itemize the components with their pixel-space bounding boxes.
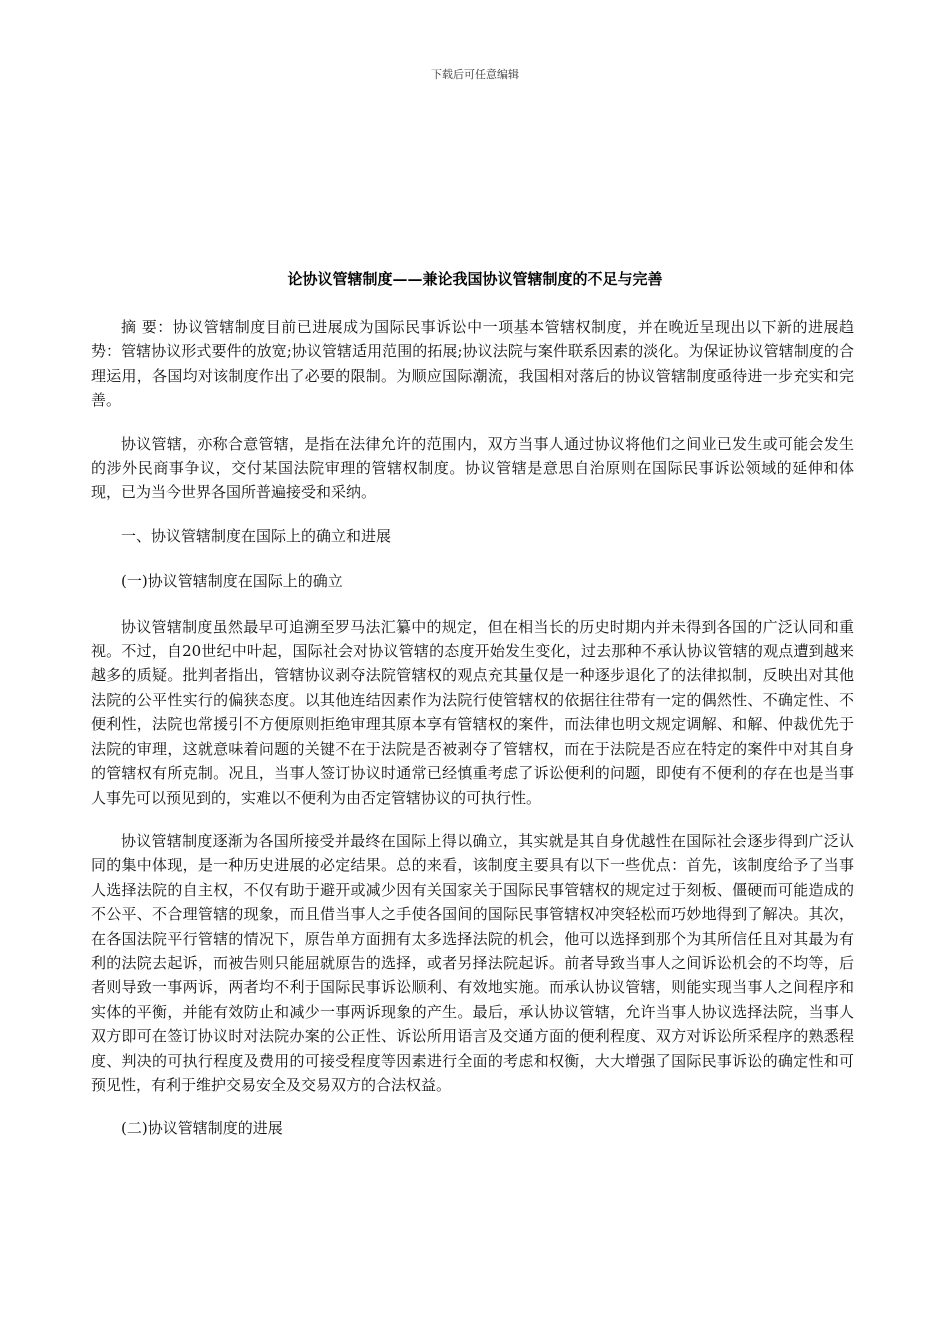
section-heading: 一、协议管辖制度在国际上的确立和进展 xyxy=(121,526,392,545)
abstract-paragraph: 摘 要：协议管辖制度目前已进展成为国际民事诉讼中一项基本管辖权制度，并在晚近呈现出以下新的进展趋势：管辖协议形式要件的放宽;协议管辖适用范围的拓展;协议法院与案件联系因素的淡化。为保证协议管辖制度的合理运用，各国均对该制度作出了必要的限制。为顺应国际潮流，我国相对落后的协议管辖制度亟待进一步充实和完善。 xyxy=(91,318,854,410)
body-paragraph: 协议管辖制度逐渐为各国所接受并最终在国际上得以确立，其实就是其自身优越性在国际社会逐步得到广泛认同的集中体现，是一种历史进展的必定结果。总的来看，该制度主要具有以下一些优点：首先，该制度给予了当事人选择法院的自主权，不仅有助于避开或减少因有关国家关于国际民事管辖权的规定过于刻板、僵硬而可能造成的不公平、不合理管辖的现象，而且借当事人之手使各国间的国际民事管辖权冲突轻松而巧妙地得到了解决。其次，在各国法院平行管辖的情况下，原告单方面拥有太多选择法院的机会，他可以选择到那个为其所信任且对其最为有利的法院去起诉，而被告则只能屈就原告的选择，或者另择法院起诉。前者导致当事人之间诉讼机会的不均等，后者则导致一事两诉，两者均不利于国际民事诉讼顺利、有效地实施。而承认协议管辖，则能实现当事人之间程序和实体的平衡，并能有效防止和减少一事两诉现象的产生。最后，承认协议管辖，允许当事人协议选择法院，当事人双方即可在签订协议时对法院办案的公正性、诉讼所用语言及交通方面的便利程度、双方对诉讼所采程序的熟悉程度、判决的可执行程度及费用的可接受程度等因素进行全面的考虑和权衡，大大增强了国际民事诉讼的确定性和可预见性，有利于维护交易安全及交易双方的合法权益。 xyxy=(91,831,854,1094)
intro-paragraph: 协议管辖，亦称合意管辖，是指在法律允许的范围内，双方当事人通过协议将他们之间业已发生或可能会发生的涉外民商事争议，交付某国法院审理的管辖权制度。协议管辖是意思自治原则在国际民事诉讼领域的延伸和体现，已为当今世界各国所普遍接受和采纳。 xyxy=(91,434,854,502)
subsection-heading: (二)协议管辖制度的进展 xyxy=(121,1119,283,1138)
subsection-heading: (一)协议管辖制度在国际上的确立 xyxy=(121,572,343,591)
body-paragraph: 协议管辖制度虽然最早可追溯至罗马法汇纂中的规定，但在相当长的历史时期内并未得到各国的广泛认同和重视。不过，自20世纪中叶起，国际社会对协议管辖的态度开始发生变化，过去那种不承认协议管辖的观点遭到越来越多的质疑。批判者指出，管辖协议剥夺法院管辖权的观点充其量仅是一种逐步退化了的法律拟制，反映出对其他法院的公平性实行的偏狭态度。以其他连结因素作为法院行使管辖权的依据往往带有一定的偶然性、不确定性、不便利性，法院也常援引不方便原则拒绝审理其原本享有管辖权的案件，而法律也明文规定调解、和解、仲裁优先于法院的审理，这就意味着问题的关键不在于法院是否被剥夺了管辖权，而在于法院是否应在特定的案件中对其自身的管辖权有所克制。况且，当事人签订协议时通常已经慎重考虑了诉讼便利的问题，即使有不便利的存在也是当事人事先可以预见到的，实难以不便利为由否定管辖协议的可执行性。 xyxy=(91,617,854,807)
page-title: 论协议管辖制度——兼论我国协议管辖制度的不足与完善 xyxy=(287,270,663,288)
header-note: 下载后可任意编辑 xyxy=(431,68,519,81)
document-body xyxy=(91,315,854,1162)
